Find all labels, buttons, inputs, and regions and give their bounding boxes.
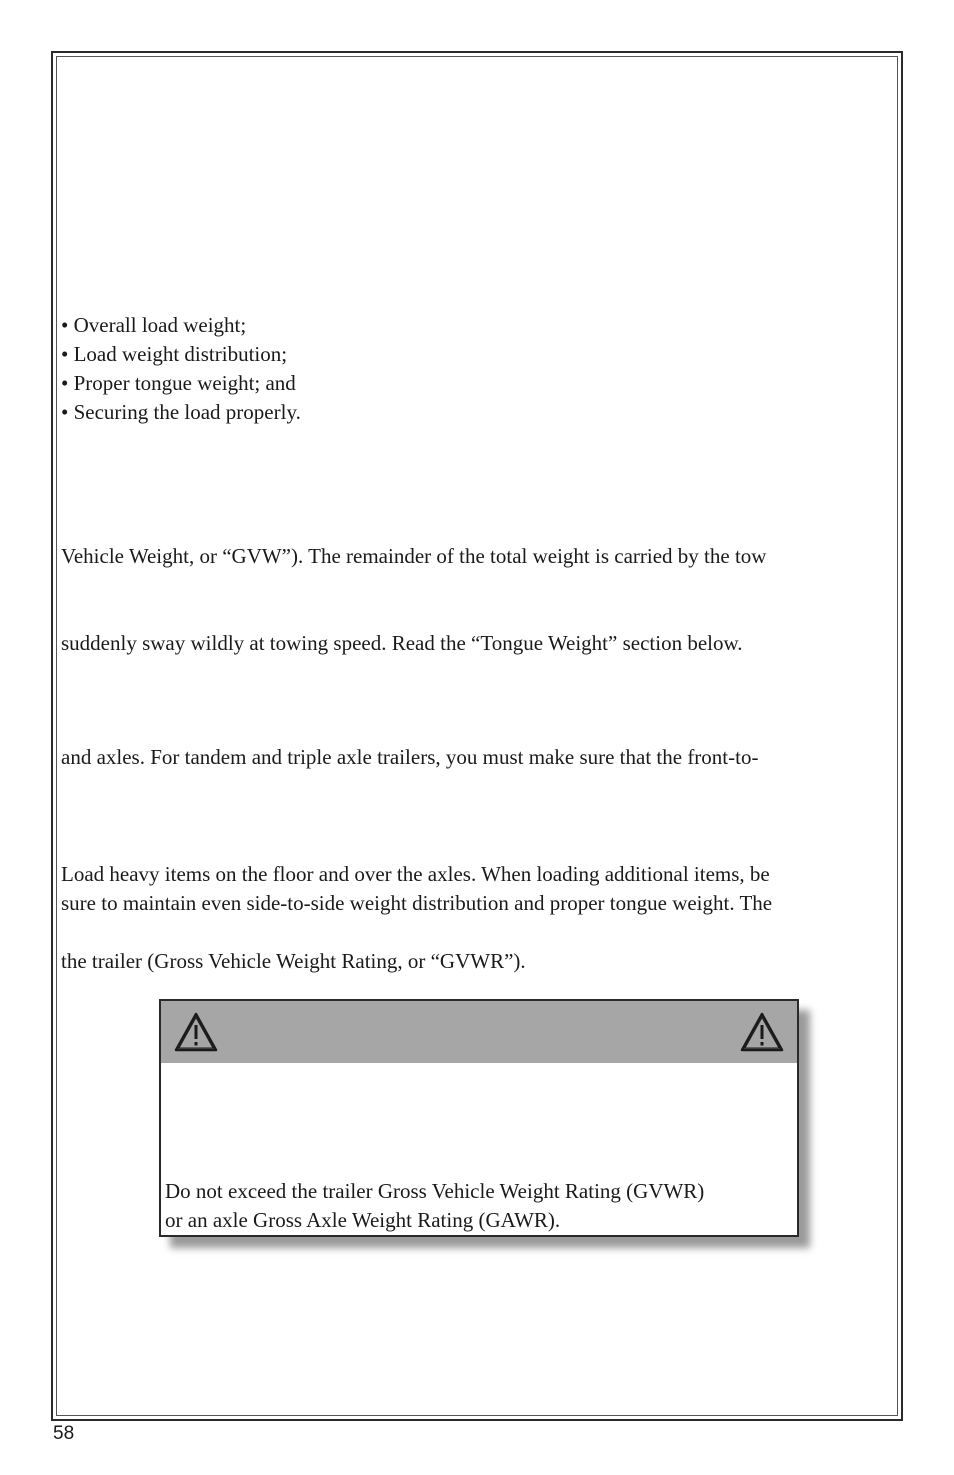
bullet-overall-load-weight: • Overall load weight; — [61, 313, 247, 337]
bullet-securing-load: • Securing the load properly. — [61, 400, 301, 424]
paragraph-line-axles: and axles. For tandem and triple axle trailers, you must make sure that the front-to- — [61, 745, 759, 769]
warning-header — [161, 1001, 797, 1063]
paragraph-line-gvwr: the trailer (Gross Vehicle Weight Rating, or “GVWR”). — [61, 949, 526, 973]
page-number: 58 — [53, 1423, 75, 1444]
warning-line: Do not exceed the trailer Gross Vehicle Weight Rating (GVWR) — [165, 1179, 705, 1203]
warning-text — [165, 1177, 704, 1235]
warning-box — [159, 999, 799, 1237]
warning-triangle-icon — [173, 1011, 219, 1053]
paragraph-line-side-to-side: sure to maintain even side-to-side weight distribution and proper tongue weight. The — [61, 891, 773, 915]
paragraph-line-sway: suddenly sway wildly at towing speed. Read the “Tongue Weight” section below. — [61, 631, 743, 655]
paragraph-line-gvw: Vehicle Weight, or “GVW”). The remainder of the total weight is carried by the tow — [61, 544, 767, 568]
warning-line: or an axle Gross Axle Weight Rating (GAWR). — [165, 1208, 561, 1232]
bullet-load-weight-distribution: • Load weight distribution; — [61, 342, 288, 366]
warning-triangle-icon — [739, 1011, 785, 1053]
paragraph-line-load-heavy: Load heavy items on the floor and over the axles. When loading additional items, be — [61, 862, 770, 886]
bullet-proper-tongue-weight: • Proper tongue weight; and — [61, 371, 296, 395]
